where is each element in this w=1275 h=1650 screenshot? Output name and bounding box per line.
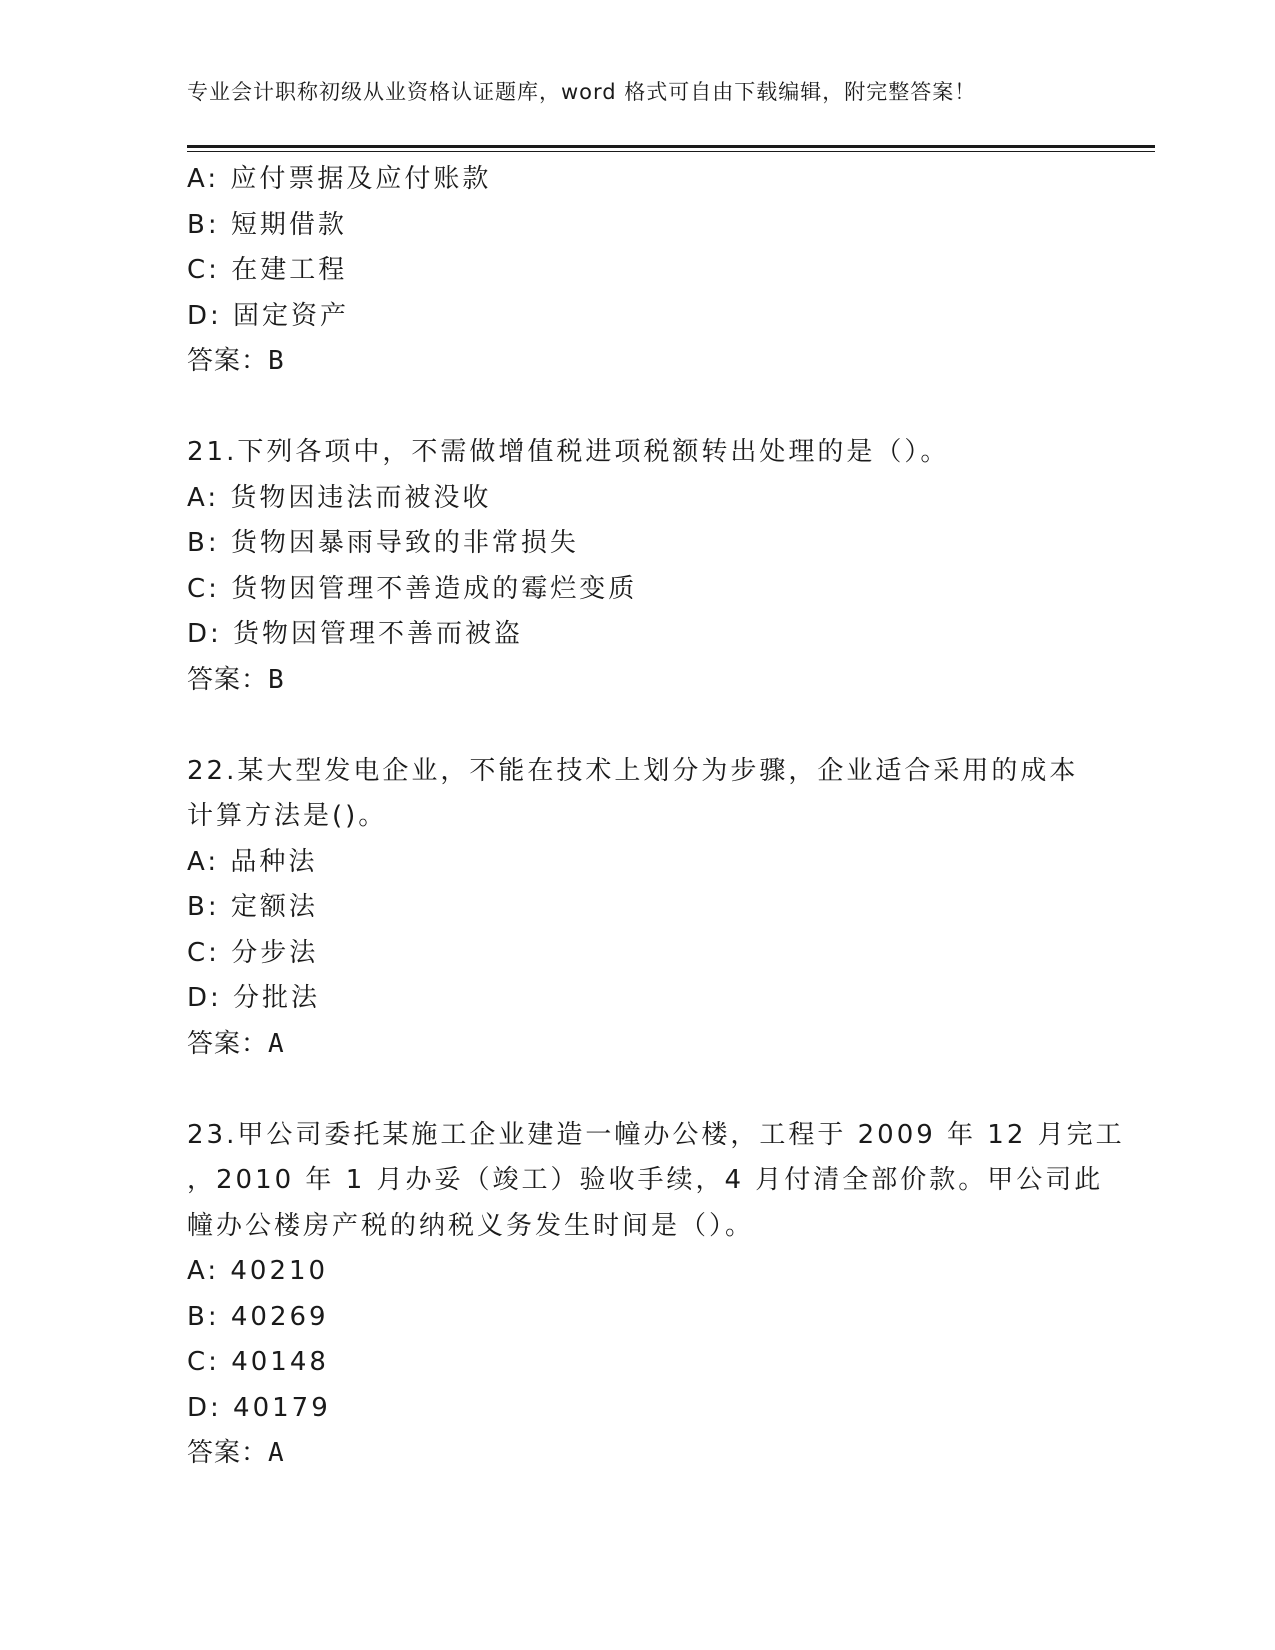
answer-label: 答案： [187, 346, 269, 376]
prev-question-block [187, 157, 1087, 385]
header-rule-thick [187, 145, 1155, 148]
question-21 [187, 430, 1087, 703]
answer-value: B [268, 664, 285, 695]
option-text: 40269 [230, 1301, 329, 1332]
option-label: B: [187, 528, 220, 558]
question-content [187, 157, 1125, 1477]
question-23 [187, 1113, 1125, 1477]
option-text: 品种法 [230, 846, 318, 877]
option-text: 在建工程 [231, 255, 348, 285]
option-a [187, 157, 1087, 203]
option-text: 40179 [233, 1392, 331, 1423]
option-label: B: [187, 1301, 220, 1332]
option-c [187, 1340, 1087, 1386]
option-b [187, 1295, 1087, 1341]
answer-value: B [268, 346, 285, 376]
answer-value: A [268, 1438, 285, 1468]
option-label: A: [187, 1256, 220, 1286]
option-c [187, 567, 1087, 613]
option-a [187, 840, 1087, 886]
answer-label: 答案： [187, 1028, 269, 1059]
option-a [187, 1249, 1087, 1295]
option-text: 定额法 [230, 892, 318, 922]
option-a [187, 476, 1087, 522]
option-label: C: [187, 573, 220, 604]
question-stem-line-2: ，2010 年 1 月办妥（竣工）验收手续，4 月付清全部价款。甲公司此 [187, 1165, 1104, 1195]
option-label: D: [187, 1392, 222, 1423]
option-text: 分批法 [233, 983, 321, 1013]
option-text: 应付票据及应付账款 [230, 164, 492, 194]
answer-label: 答案： [187, 1438, 269, 1468]
answer-label: 答案： [187, 664, 269, 695]
question-stem-line-1: 23.甲公司委托某施工企业建造一幢办公楼，工程于 2009 年 12 月完工 [187, 1119, 1125, 1150]
option-d [187, 294, 1087, 340]
option-label: B: [187, 209, 220, 240]
option-text: 货物因暴雨导致的非常损失 [230, 528, 579, 558]
option-label: D: [187, 619, 222, 649]
option-text: 货物因违法而被没收 [230, 482, 492, 513]
header-rule-thin [187, 151, 1155, 152]
answer-line [187, 339, 1087, 385]
spacer [187, 703, 1087, 749]
question-stem-line-2: 计算方法是()。 [187, 801, 388, 831]
option-b [187, 203, 1087, 249]
option-label: D: [187, 300, 222, 331]
option-label: A: [187, 846, 220, 877]
option-d [187, 612, 1087, 658]
option-c [187, 931, 1087, 977]
answer-line [187, 658, 1087, 704]
option-label: C: [187, 1347, 220, 1377]
answer-line [187, 1431, 1087, 1477]
option-label: A: [187, 164, 220, 194]
header-note: 专业会计职称初级从业资格认证题库，word 格式可自由下载编辑，附完整答案！ [187, 80, 977, 104]
option-b [187, 521, 1087, 567]
option-label: C: [187, 255, 220, 285]
option-d [187, 976, 1087, 1022]
option-text: 固定资产 [233, 300, 350, 331]
question-stem: 21.下列各项中，不需做增值税进项税额转出处理的是（）。 [187, 437, 950, 467]
question-22 [187, 749, 1087, 1068]
option-b [187, 885, 1087, 931]
option-label: D: [187, 983, 222, 1013]
option-text: 货物因管理不善而被盗 [233, 619, 524, 649]
option-label: B: [187, 892, 220, 922]
option-text: 短期借款 [230, 209, 347, 240]
option-c [187, 248, 1087, 294]
spacer [187, 1067, 1087, 1113]
option-text: 分步法 [231, 937, 319, 968]
option-text: 40210 [230, 1256, 329, 1286]
question-stem-line-1: 22.某大型发电企业，不能在技术上划分为步骤，企业适合采用的成本 [187, 755, 1079, 786]
answer-line [187, 1022, 1087, 1068]
option-label: C: [187, 937, 220, 968]
option-d [187, 1386, 1087, 1432]
option-text: 40148 [231, 1347, 329, 1377]
option-label: A: [187, 482, 220, 513]
spacer [187, 385, 1087, 431]
question-stem-line-3: 幢办公楼房产税的纳税义务发生时间是（）。 [187, 1210, 755, 1241]
answer-value: A [268, 1028, 285, 1059]
option-text: 货物因管理不善造成的霉烂变质 [231, 573, 638, 604]
